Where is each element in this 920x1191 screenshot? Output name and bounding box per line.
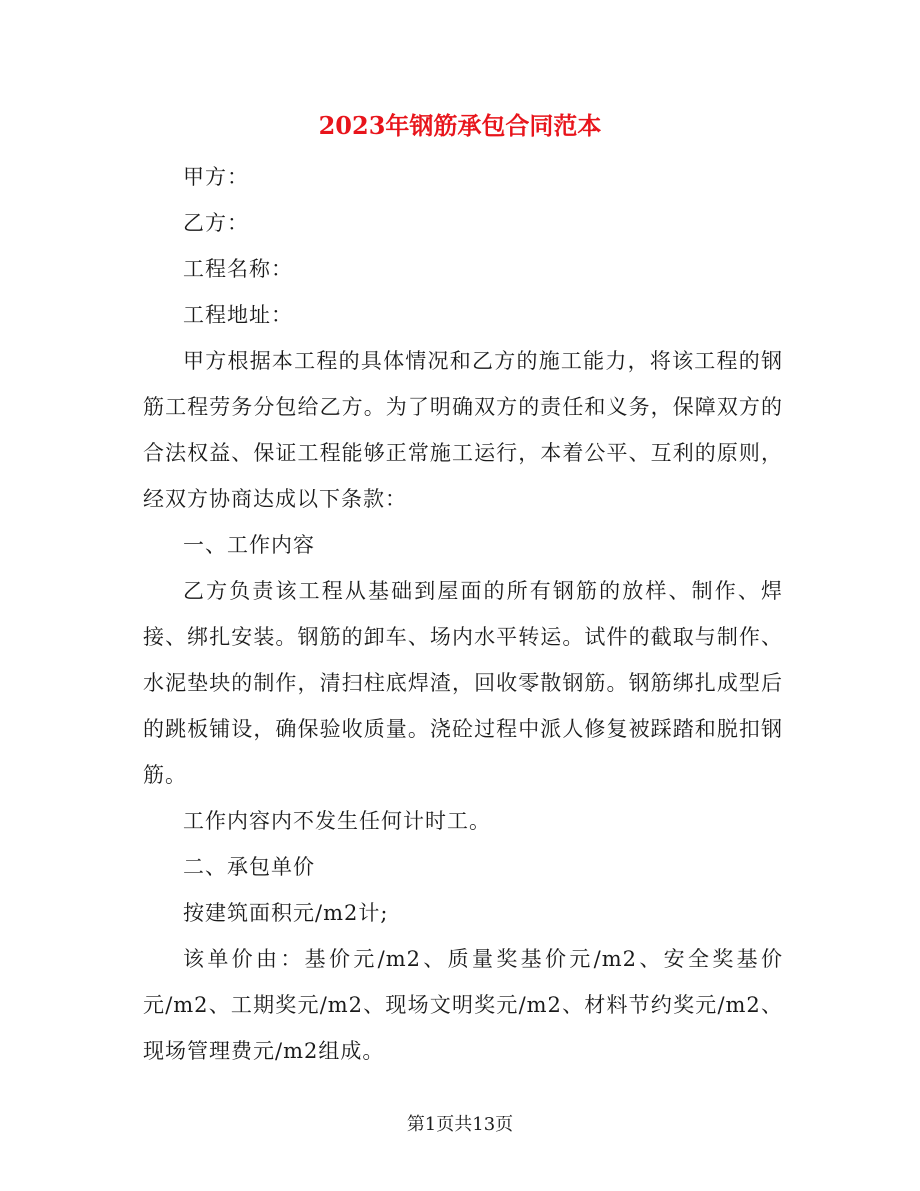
unit-price-breakdown-paragraph: 该单价由：基价元/m2、质量奖基价元/m2、安全奖基价元/m2、工期奖元/m2、现场文明奖元/m2、材料节约奖元/m2、现场管理费元/m2组成。 xyxy=(143,947,783,1063)
document-body xyxy=(143,154,783,1074)
section-heading-work-content: 一、工作内容 xyxy=(183,533,315,557)
party-a-line: 甲方： xyxy=(183,165,249,189)
project-address-line: 工程地址： xyxy=(183,303,293,327)
project-name-line: 工程名称： xyxy=(183,257,293,281)
no-hourly-work-paragraph: 工作内容内不发生任何计时工。 xyxy=(183,809,491,833)
unit-price-basis-paragraph: 按建筑面积元/m2计; xyxy=(183,901,389,925)
intro-paragraph: 甲方根据本工程的具体情况和乙方的施工能力，将该工程的钢筋工程劳务分包给乙方。为了明确双方的责任和义务，保障双方的合法权益、保证工程能够正常施工运行，本着公平、互利的原则，经双方协商达成以下条款： xyxy=(143,349,783,511)
section-heading-unit-price: 二、承包单价 xyxy=(183,855,315,879)
work-content-paragraph: 乙方负责该工程从基础到屋面的所有钢筋的放样、制作、焊接、绑扎安装。钢筋的卸车、场内水平转运。试件的截取与制作、水泥垫块的制作，清扫柱底焊渣，回收零散钢筋。钢筋绑扎成型后的跳板铺设，确保验收质量。浇砼过程中派人修复被踩踏和脱扣钢筋。 xyxy=(143,579,783,787)
document-title: 2023年钢筋承包合同范本 xyxy=(318,111,602,140)
party-b-line: 乙方： xyxy=(183,211,249,235)
page-number-footer: 第1页共13页 xyxy=(406,1114,514,1135)
